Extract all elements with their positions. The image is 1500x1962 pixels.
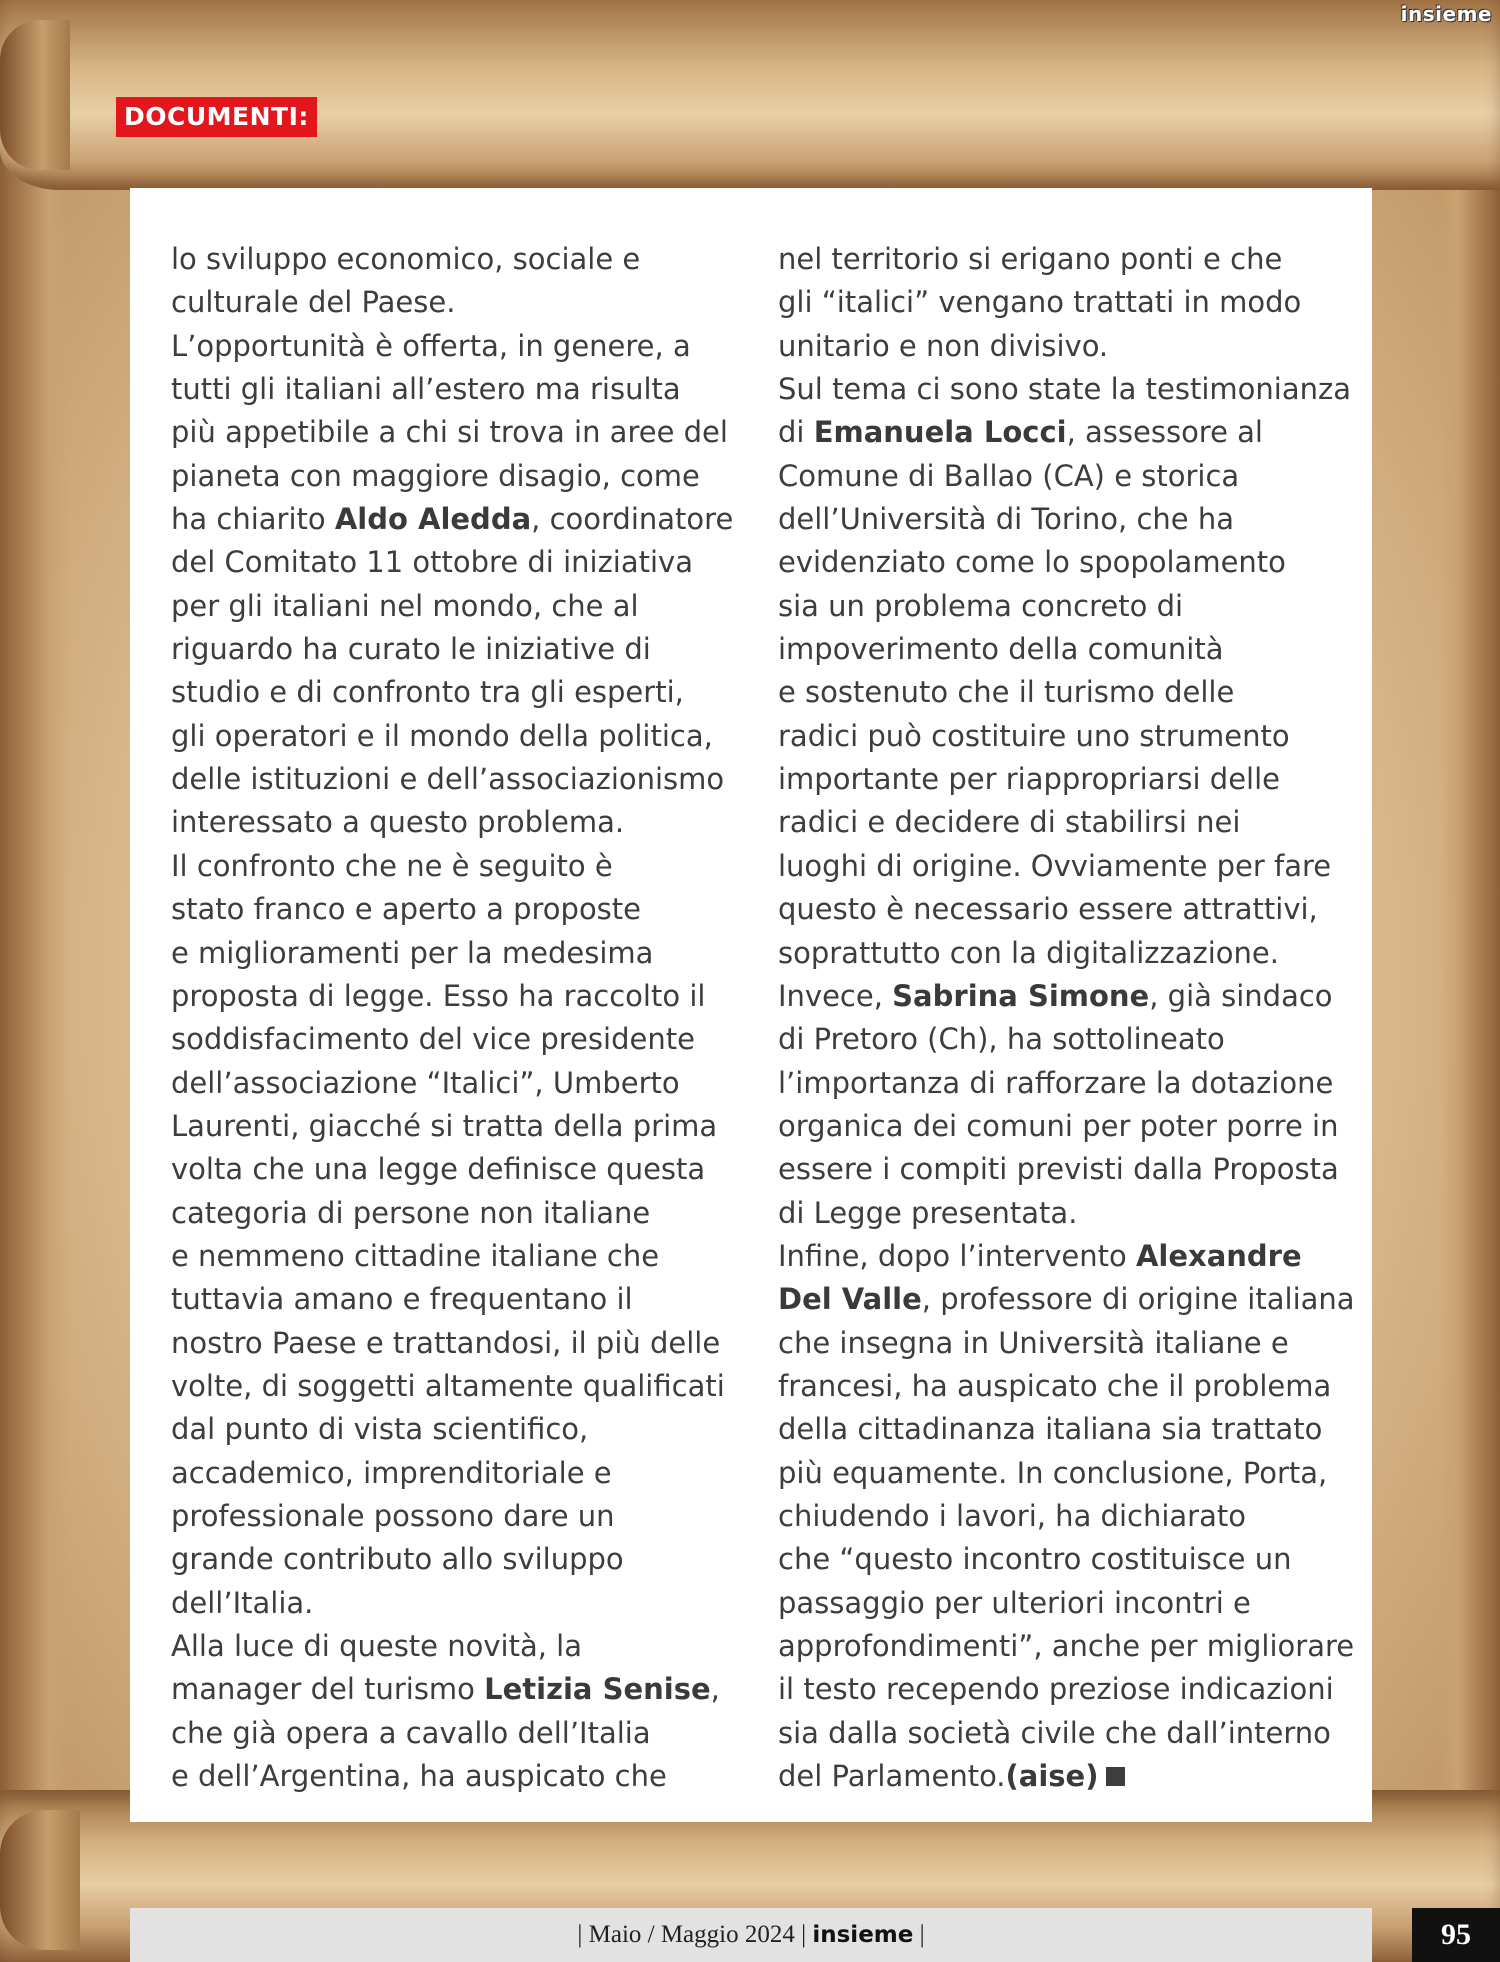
footer-separator: | bbox=[913, 1921, 925, 1948]
article-text: , professore di origine italiana che insegna in Università italiane e francesi, ha auspicato che il problema della cittadinanza italiana sia trattato più equamente. In conclusione, Porta, chiudendo i lavori, ha dichiarato che “questo incontro costituisce un passaggio per ulteriori incontri e approfondimenti”, anche per migliorare il testo recependo preziose indicazioni sia dalla società civile che dall’interno del Parlamento. bbox=[778, 1282, 1355, 1794]
highlighted-name: Emanuela Locci bbox=[813, 415, 1067, 450]
scroll-top-roll bbox=[0, 0, 1500, 190]
section-label: DOCUMENTI: bbox=[116, 97, 317, 137]
footer-date: | Maio / Maggio 2024 | bbox=[577, 1921, 813, 1948]
scroll-bottom-roll-end bbox=[0, 1810, 80, 1950]
magazine-logo-top: insieme bbox=[1400, 2, 1492, 26]
highlighted-name: Alexandre Del Valle bbox=[778, 1238, 1302, 1317]
highlighted-name: (aise) bbox=[1005, 1759, 1099, 1794]
highlighted-name: Letizia Senise bbox=[484, 1672, 711, 1707]
page-number: 95 bbox=[1412, 1908, 1500, 1962]
article-text: , coordinatore del Comitato 11 ottobre di iniziativa per gli italiani nel mondo, che al riguardo ha curato le iniziative di studio e di confronto tra gli esperti, gli operatori e il mondo della politica, delle istituzioni e dell’associazionismo interessato a questo problema. Il confronto che ne è seguito è stato franco e aperto a proposte e miglioramenti per la medesima proposta di legge. Esso ha raccolto il soddisfacimento del vice presidente dell’associazione “Italici”, Umberto Laurenti, giacché si tratta della prima volta che una legge definisce questa categoria di persone non italiane e nemmeno cittadine italiane che tuttavia amano e frequentano il nostro Paese e trattandosi, il più delle volte, di soggetti altamente qualificati dal punto di vista scientifico, accademico, imprenditoriale e professionale possono dare un grande contributo allo sviluppo dell’Italia. Alla luce di queste novità, la manager del turismo bbox=[171, 502, 734, 1707]
parchment-right-edge bbox=[1440, 150, 1500, 1810]
parchment-left-edge bbox=[0, 150, 70, 1810]
highlighted-name: Sabrina Simone bbox=[892, 978, 1150, 1013]
article-text: , già sindaco di Pretoro (Ch), ha sottolineato l’importanza di rafforzare la dotazione organica dei comuni per poter porre in essere i compiti previsti dalla Proposta di Legge presentata. Infine, dopo l’intervento bbox=[778, 978, 1339, 1273]
scroll-top-roll-end bbox=[0, 20, 70, 170]
article-text: , assessore al Comune di Ballao (CA) e storica dell’Università di Torino, che ha evidenziato come lo spopolamento sia un problema concreto di impoverimento della comunità e sostenuto che il turismo delle radici può costituire uno strumento importante per riappropriarsi delle radici e decidere di stabilirsi nei luoghi di origine. Ovviamente per fare questo è necessario essere attrattivi, soprattutto con la digitalizzazione. Invece, bbox=[778, 415, 1332, 1013]
article-text: , che già opera a cavallo dell’Italia e dell’Argentina, ha auspicato che bbox=[171, 1672, 720, 1794]
highlighted-name: Aldo Aledda bbox=[334, 502, 532, 537]
article-column-right bbox=[778, 238, 1368, 1798]
article-column-left bbox=[171, 238, 751, 1798]
article-text-panel bbox=[130, 188, 1372, 1822]
footer-bar bbox=[130, 1908, 1372, 1962]
footer-magazine-logo: insieme bbox=[812, 1922, 914, 1948]
end-of-article-square-icon bbox=[1106, 1767, 1125, 1786]
article-text: nel territorio si erigano ponti e che gli “italici” vengano trattati in modo unitario e non divisivo. Sul tema ci sono state la testimonianza di bbox=[778, 242, 1351, 450]
article-text: lo sviluppo economico, sociale e culturale del Paese. L’opportunità è offerta, in genere, a tutti gli italiani all’estero ma risulta più appetibile a chi si trova in aree del pianeta con maggiore disagio, come ha chiarito bbox=[171, 242, 728, 537]
